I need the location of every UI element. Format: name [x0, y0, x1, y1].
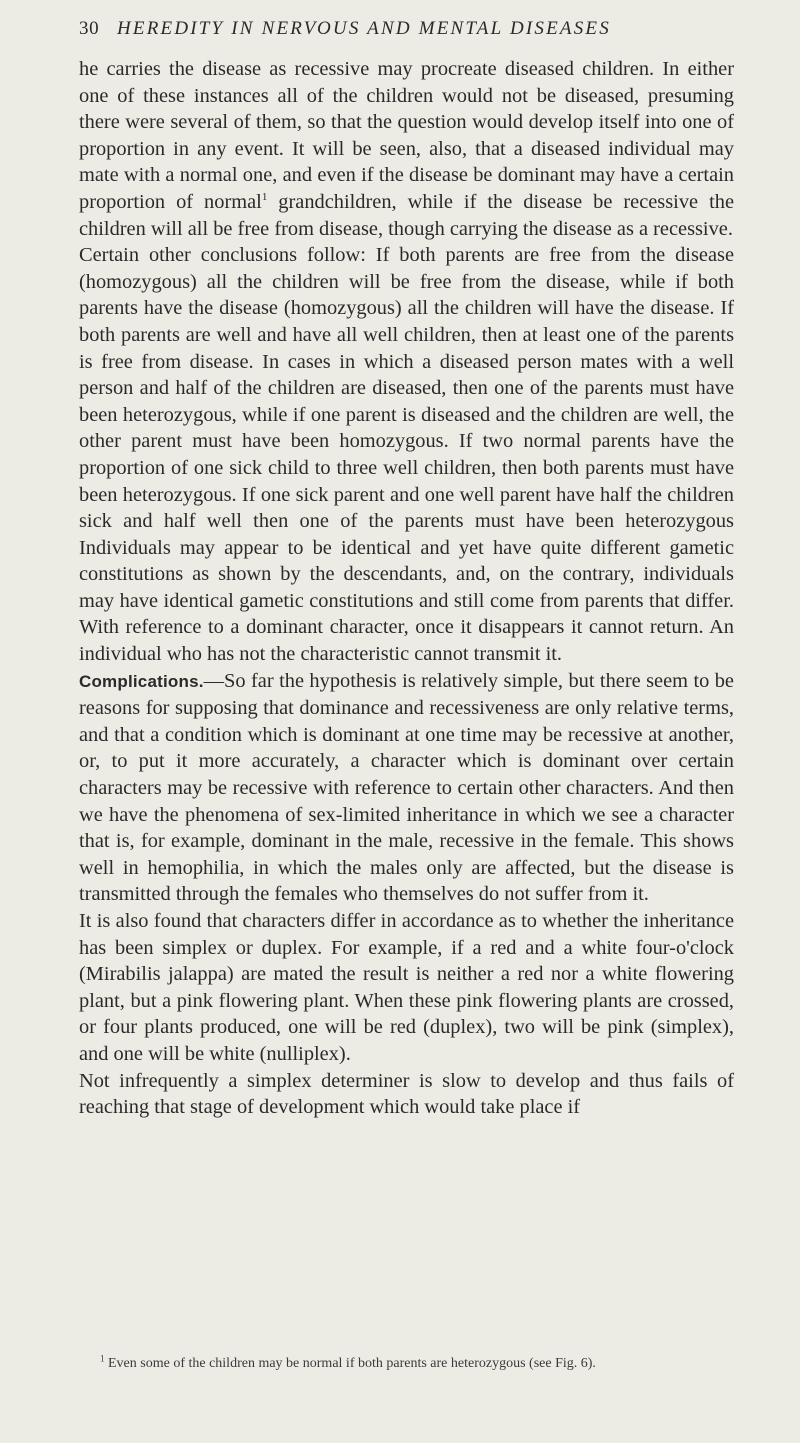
- paragraph-1: [79, 56, 734, 242]
- page-number: 30: [79, 18, 100, 39]
- footnote-reference: 1: [261, 191, 268, 204]
- paragraph-2: Certain other conclusions follow: If both parents are free from the disease (homozygous) all the children will be free from the disease, while if both parents have the disease (homozygous) all the children will have the disease. If both parents are well and have all well children, then at least one of the parents is free from disease. In cases in which a diseased person mates with a well person and half of the children are diseased, then one of the parents must have been heterozygous, while if one parent is diseased and the children are well, the other parent must have been homozygous. If two normal parents have the proportion of one sick child to three well children, then both parents must have been heterozygous. If one sick parent and one well parent have half the children sick and half well then one of the parents must have been heterozygous Individuals may appear to be identical and yet have quite different gametic constitutions as shown by the descendants, and, on the contrary, individuals may have identical gametic constitutions and still come from parents that differ. With reference to a dominant character, once it disappears it cannot return. An individual who has not the characteristic cannot transmit it.: [79, 244, 734, 666]
- paragraph-3: [79, 668, 734, 908]
- paragraph-1-continued: grandchildren, while if the disease be recessive the children will all be free from disease, though carrying the disease as a recessive.: [79, 190, 734, 240]
- footnote-marker: 1: [100, 1353, 105, 1364]
- paragraph-3-text: —So far the hypothesis is relatively simple, but there seem to be reasons for supposing that dominance and recessiveness are only relative terms, and that a condition which is dominant at one time may be recessive at another, or, to put it more accurately, a character which is dominant over certain characters may be recessive with reference to certain other characters. And then we have the phenomena of sex-limited inheritance in which we see a character that is, for example, dominant in the male, recessive in the female. This shows well in hemophilia, in which the males only are affected, but the disease is transmitted through the females who themselves do not suffer from it.: [79, 669, 734, 906]
- running-title: HEREDITY IN NERVOUS AND MENTAL DISEASES: [117, 18, 611, 39]
- paragraph-1-text: he carries the disease as recessive may procreate diseased children. In either one of these instances all of the children would not be diseased, presuming there were several of them, so that the question would develop itself into one of proportion in any event. It will be seen, also, that a diseased individual may mate with a normal one, and even if the disease be dominant may have a certain proportion of normal: [79, 58, 734, 213]
- body-text: [79, 56, 734, 1121]
- section-heading-complications: Complications.: [79, 671, 204, 691]
- paragraph-5: Not infrequently a simplex determiner is slow to develop and thus fails of reaching that stage of development which would take place if: [79, 1069, 734, 1119]
- paragraph-4: It is also found that characters differ in accordance as to whether the inheritance has been simplex or duplex. For example, if a red and a white four-o'clock (Mirabilis jalappa) are mated the result is neither a red nor a white flowering plant, but a pink flowering plant. When these pink flowering plants are crossed, or four plants produced, one will be red (duplex), two will be pink (simplex), and one will be white (nulliplex).: [79, 910, 734, 1065]
- running-head: [79, 18, 734, 48]
- footnote: [100, 1355, 734, 1373]
- footnote-text: Even some of the children may be normal if both parents are heterozygous (see Fig. 6).: [104, 1356, 596, 1371]
